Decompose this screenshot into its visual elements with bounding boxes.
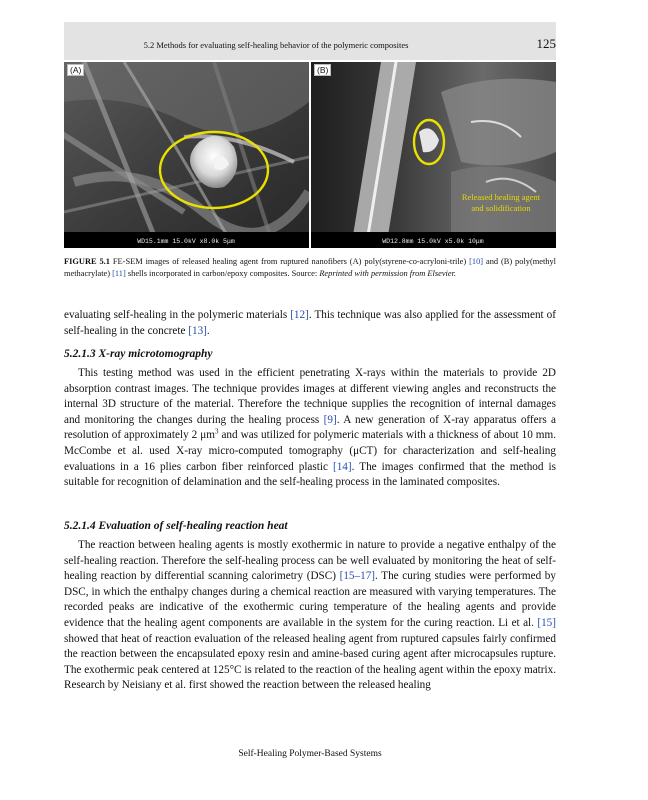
body-text-span: .	[206, 324, 210, 337]
body-text-span: This testing method was used in the efficient penetrating X-rays within the materials to provide 2D absorption contrast images. The technique provides images at different viewing angles and reconstructs the internal 3D structure of the material. Therefore the technique supplies the recognition of internal damages and monitoring the changes during the healing process	[64, 367, 556, 426]
panel-label-a: (A)	[67, 64, 84, 76]
sem-image-panel-b	[311, 62, 556, 248]
paragraph-continued	[64, 308, 556, 339]
body-text-span: The reaction between healing agents is mostly exothermic in nature to provide a negative enthalpy of the self-healing reaction. Therefore the self-healing process can be well evaluated by monitoring the heat of self-healing reaction by differential scanning calorimetry (DSC)	[64, 539, 556, 583]
panel-label-b: (B)	[314, 64, 331, 76]
page-number: 125	[536, 36, 556, 51]
citation-link[interactable]: [11]	[112, 269, 126, 279]
citation-link[interactable]: [15]	[537, 616, 556, 629]
annotation-line-1: Released healing agent	[461, 192, 541, 202]
section-heading-xray: 5.2.1.3 X-ray microtomography	[64, 348, 213, 360]
figure-caption-label: FIGURE 5.1	[64, 257, 110, 266]
sem-image-b	[311, 62, 556, 248]
body-text-span: . A new generation of X-ray apparatus offers a resolution of approximately 2 μm	[64, 413, 557, 442]
citation-link[interactable]: [12]	[290, 309, 309, 321]
caption-source: Reprinted with permission from Elsevier.	[319, 269, 457, 279]
body-text-span: showed that heat of reaction evaluation of the released healing agent from ruptured capsules fairly confirmed the reaction between the encapsulated epoxy resin and amine-based curing agent after microcapsules rupture. The exothermic peak centered at 125°C is related to the reaction of the healing agent within the epoxy matrix. Research by Neisiany et al. first showed the reaction between the released healing	[64, 632, 556, 692]
annotation-line-2: and solidification	[471, 203, 531, 213]
superscript: 3	[214, 427, 219, 436]
paragraph-xray	[64, 366, 556, 491]
citation-link[interactable]: [15–17]	[339, 570, 376, 583]
caption-text: and (B) poly(methyl methacrylate)	[64, 257, 556, 279]
caption-text: shells incorporated in carbon/epoxy composites. Source:	[125, 269, 320, 279]
paragraph-heat	[64, 538, 556, 694]
body-text-span: and was utilized for polymeric materials with a thickness of about 10 mm. McCombe et al. used X-ray micro-computed tomography (μCT) for characterization and self-healing evaluations in a 16 plies carbon fiber reinforced plastic	[64, 429, 556, 473]
citation-link[interactable]: [9]	[323, 413, 337, 426]
scale-bar-text-b: WD12.8mm 15.0kV x5.0k 10μm	[382, 238, 484, 245]
scale-bar-text-a: WD15.1mm 15.0kV x8.0k 5μm	[137, 238, 235, 245]
figure-5-1	[64, 62, 556, 248]
section-heading-heat: 5.2.1.4 Evaluation of self-healing reaction heat	[64, 520, 288, 532]
caption-text: FE-SEM images of released healing agent from ruptured nanofibers (A) poly(styrene-co-acryloni-trile)	[109, 257, 470, 266]
citation-link[interactable]: [14]	[332, 460, 352, 473]
sem-image-panel-a	[64, 62, 309, 248]
footer-book-title: Self-Healing Polymer-Based Systems	[238, 749, 382, 759]
body-text-span: . This technique was also applied for the assessment of self-healing in the concrete	[64, 309, 556, 337]
citation-link[interactable]: [13]	[188, 324, 207, 337]
body-text-span: . The curing studies were performed by DSC, in which the enthalpy changes during a chemical reaction are measured with varying temperatures. The recorded peaks are indicative of the exothermic curing temperature of the healing agents and provide evidence that the healing agent components are available in the system for the curing reaction. Li et al.	[64, 570, 556, 629]
body-text-span: evaluating self-healing in the polymeric materials	[64, 309, 291, 321]
citation-link[interactable]: [10]	[469, 257, 484, 266]
running-head: 5.2 Methods for evaluating self-healing behavior of the polymeric composites	[143, 40, 409, 50]
body-text-span: . The images confirmed that the method is suitable for recognition of delamination and the self-healing process in the laminated composites.	[64, 460, 556, 489]
sem-image-a	[64, 62, 309, 248]
figure-caption	[64, 256, 556, 280]
